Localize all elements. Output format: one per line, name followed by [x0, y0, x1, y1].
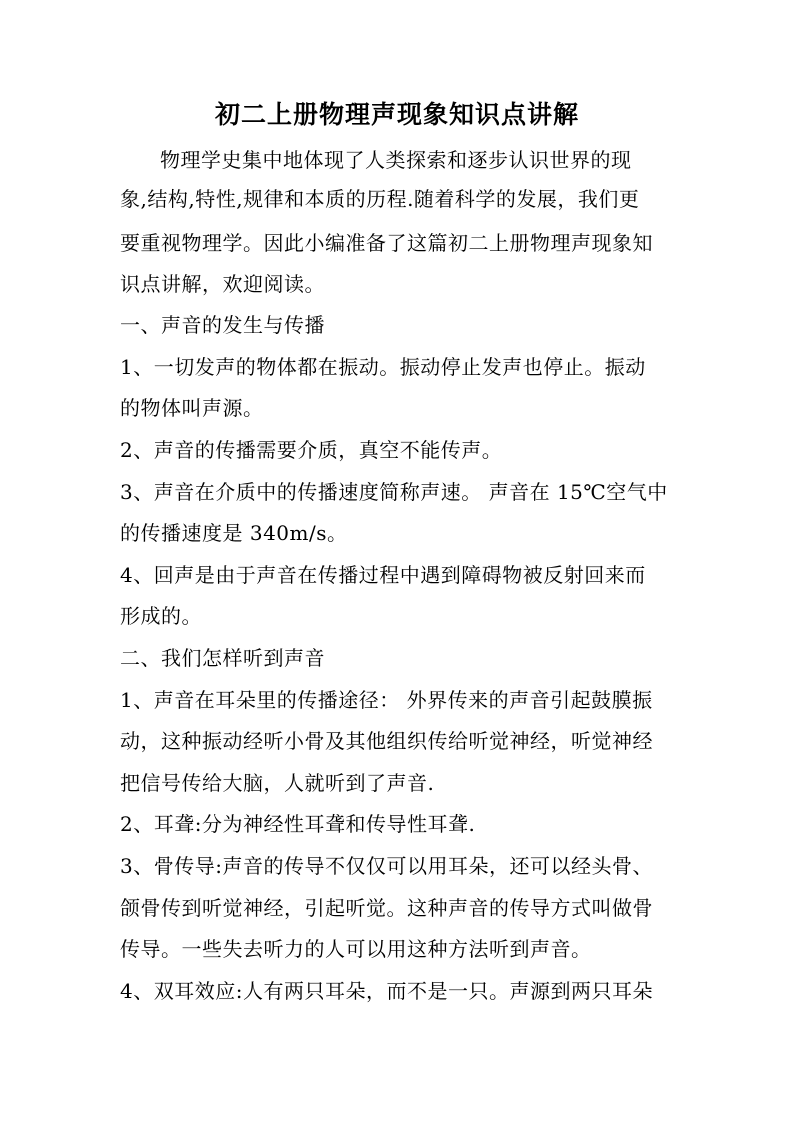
paragraph-line: 的传播速度是 340m/s。 [120, 521, 348, 545]
paragraph-line: 象,结构,特性,规律和本质的历程.随着科学的发展，我们更 [120, 187, 640, 211]
paragraph-line: 的物体叫声源。 [120, 396, 264, 420]
paragraph-line: 4、回声是由于声音在传播过程中遇到障碍物被反射回来而 [120, 563, 646, 587]
paragraph-line: 1、一切发声的物体都在振动。振动停止发声也停止。振动 [120, 355, 646, 379]
paragraph-line: 2、耳聋:分为神经性耳聋和传导性耳聋. [120, 812, 476, 836]
paragraph-line: 动，这种振动经听小骨及其他组织传给听觉神经，听觉神经 [120, 729, 653, 753]
paragraph-line: 4、双耳效应:人有两只耳朵，而不是一只。声源到两只耳朵 [120, 979, 653, 1003]
paragraph-line: 1、声音在耳朵里的传播途径： 外界传来的声音引起鼓膜振 [120, 688, 653, 712]
document-title: 初二上册物理声现象知识点讲解 [214, 100, 579, 129]
paragraph-line: 要重视物理学。因此小编准备了这篇初二上册物理声现象知 [120, 231, 653, 255]
paragraph-line: 3、声音在介质中的传播速度简称声速。 声音在 15℃空气中 [120, 480, 668, 504]
paragraph-line: 颌骨传到听觉神经，引起听觉。这种声音的传导方式叫做骨 [120, 896, 653, 920]
paragraph-line: 识点讲解，欢迎阅读。 [120, 272, 325, 296]
paragraph-line: 3、骨传导:声音的传导不仅仅可以用耳朵，还可以经头骨、 [120, 854, 653, 878]
paragraph-line: 传导。一些失去听力的人可以用这种方法听到声音。 [120, 937, 592, 961]
paragraph-line: 形成的。 [120, 604, 202, 628]
section-heading: 二、我们怎样听到声音 [120, 646, 325, 670]
paragraph-line: 2、声音的传播需要介质，真空不能传声。 [120, 438, 503, 462]
paragraph-line: 物理学史集中地体现了人类探索和逐步认识世界的现 [160, 148, 632, 172]
paragraph-line: 把信号传给大脑，人就听到了声音. [120, 771, 435, 795]
section-heading: 一、声音的发生与传播 [120, 313, 325, 337]
